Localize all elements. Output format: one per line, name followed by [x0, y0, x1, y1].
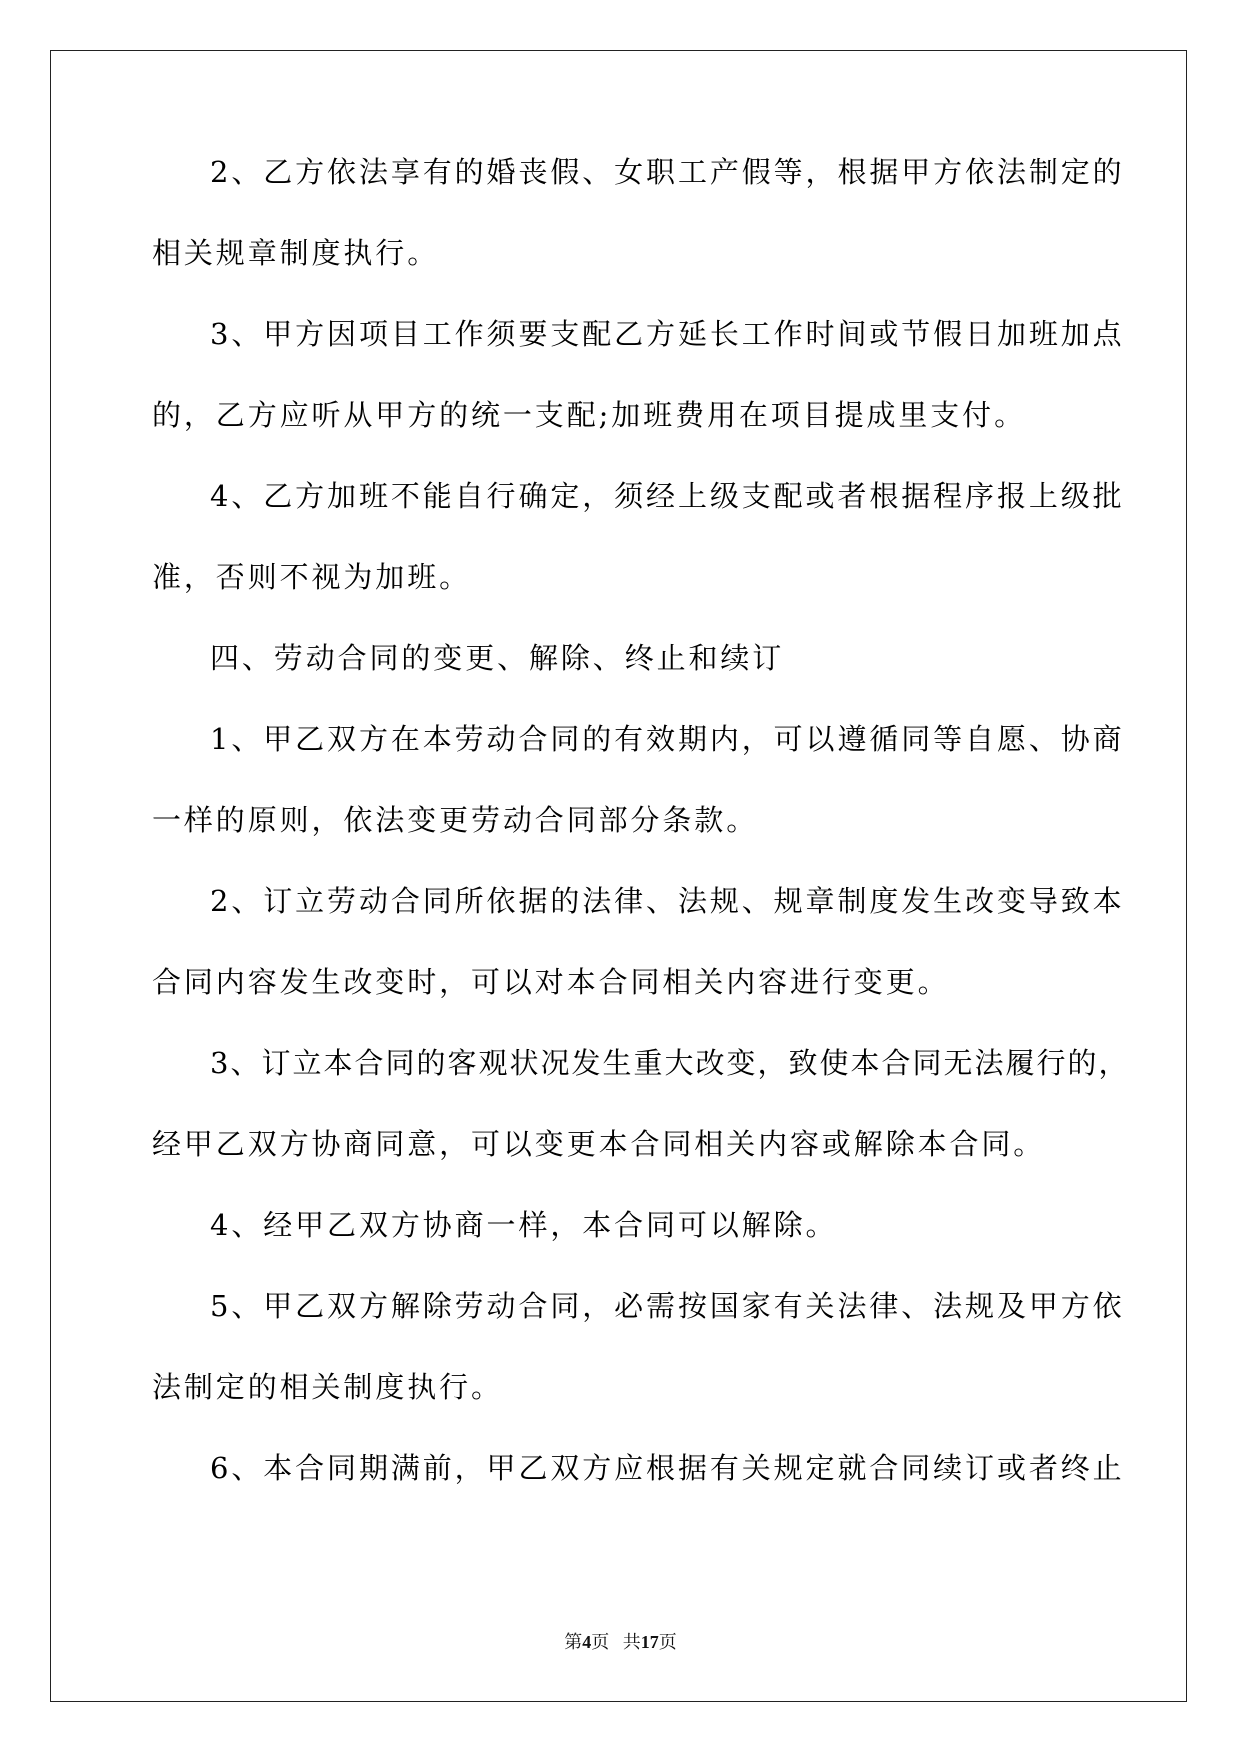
total-suffix: 页	[658, 1632, 677, 1652]
total-prefix: 共	[622, 1632, 641, 1652]
text-line: 1、甲乙双方在本劳动合同的有效期内，可以遵循同等自愿、协商	[210, 722, 1125, 756]
text-line: 5、甲乙双方解除劳动合同，必需按国家有关法律、法规及甲方依	[210, 1289, 1125, 1323]
page-footer	[0, 1628, 1241, 1654]
text-line: 相关规章制度执行。	[152, 236, 440, 270]
text-line: 4、乙方加班不能自行确定，须经上级支配或者根据程序报上级批	[210, 479, 1125, 513]
section-heading: 四、劳动合同的变更、解除、终止和续订	[210, 641, 785, 675]
text-line: 3、订立本合同的客观状况发生重大改变，致使本合同无法履行的，	[210, 1046, 1130, 1080]
text-line: 法制定的相关制度执行。	[152, 1370, 503, 1404]
text-line: 3、甲方因项目工作须要支配乙方延长工作时间或节假日加班加点	[210, 317, 1125, 351]
text-line: 6、本合同期满前，甲乙双方应根据有关规定就合同续订或者终止	[210, 1451, 1125, 1485]
page-number: 4	[582, 1632, 592, 1652]
total-pages: 17	[640, 1632, 659, 1652]
text-line: 准，否则不视为加班。	[152, 560, 472, 594]
text-line: 2、乙方依法享有的婚丧假、女职工产假等，根据甲方依法制定的	[210, 155, 1125, 189]
text-line: 合同内容发生改变时，可以对本合同相关内容进行变更。	[152, 965, 950, 999]
text-line: 经甲乙双方协商同意，可以变更本合同相关内容或解除本合同。	[152, 1127, 1046, 1161]
text-line: 2、订立劳动合同所依据的法律、法规、规章制度发生改变导致本	[210, 884, 1125, 918]
text-line: 一样的原则，依法变更劳动合同部分条款。	[152, 803, 759, 837]
text-line: 的，乙方应听从甲方的统一支配;加班费用在项目提成里支付。	[152, 398, 1026, 432]
text-line: 4、经甲乙双方协商一样，本合同可以解除。	[210, 1208, 838, 1242]
page-suffix: 页	[591, 1632, 610, 1652]
page-prefix: 第	[564, 1632, 583, 1652]
